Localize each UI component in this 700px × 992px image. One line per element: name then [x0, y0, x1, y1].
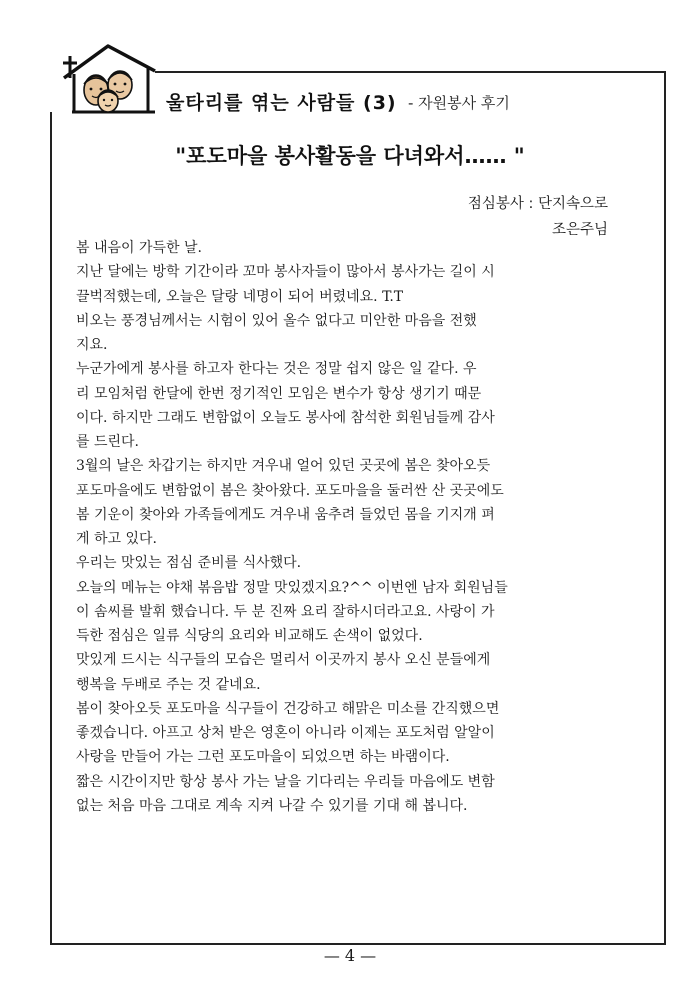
body-line: 누군가에게 봉사를 하고자 한다는 것은 정말 쉽지 않은 일 같다. 우 [76, 361, 477, 378]
body-line: 좋겠습니다. 아프고 상처 받은 영혼이 아니라 이제는 포도처럼 알알이 [76, 725, 495, 741]
body-line: 없는 처음 마음 그대로 계속 지켜 나갈 수 있기를 기대 해 봅니다. [76, 797, 468, 814]
body-line: 포도마을에도 변함없이 봄은 찾아왔다. 포도마을을 둘러싼 산 곳곳에도 [76, 482, 504, 499]
body-line: 행복을 두배로 주는 것 같네요. [76, 676, 261, 693]
frame-right-line [664, 71, 666, 943]
body-line: 끌벅적했는데, 오늘은 달랑 네명이 되어 버렸네요. T.T [76, 288, 404, 305]
frame-left-line [50, 112, 52, 943]
byline-role: 점심봉사 : 단지속으로 [467, 196, 608, 212]
body-line: 게 하고 있다. [76, 531, 157, 547]
frame-top-line [155, 71, 666, 73]
body-line: 를 드린다. [76, 434, 139, 450]
body-line: 오늘의 메뉴는 야채 볶음밥 정말 맛있겠지요?^^ 이번엔 남자 회원님들 [76, 579, 508, 596]
body-line: 짧은 시간이지만 항상 봉사 가는 날을 기다리는 우리들 마음에도 변함 [76, 773, 495, 790]
body-line: 비오는 풍경님께서는 시험이 있어 올수 없다고 미안한 마음을 전했 [76, 312, 477, 329]
body-line: 이 솜씨를 발휘 했습니다. 두 분 진짜 요리 잘하시더라고요. 사랑이 가 [76, 603, 495, 620]
series-subtitle: - 자원봉사 후기 [408, 94, 510, 112]
series-title: 울타리를 엮는 사람들 (3) [166, 92, 397, 114]
body-line: 우리는 맛있는 점심 준비를 식사했다. [76, 555, 302, 572]
body-line: 3월의 날은 차갑기는 하지만 겨우내 얼어 있던 곳곳에 봄은 찾아오듯 [76, 458, 491, 475]
body-line: 이다. 하지만 그래도 변함없이 오늘도 봉사에 참석한 회원님들께 감사 [76, 409, 495, 426]
body-line: 봄 기운이 찾아와 가족들에게도 겨우내 움추려 들었던 몸을 기지개 펴 [76, 506, 495, 523]
body-line: 맛있게 드시는 식구들의 모습은 멀리서 이곳까지 봉사 오신 분들에게 [76, 652, 491, 669]
page-number: — 4 — [323, 946, 377, 965]
frame-bottom-line [50, 943, 666, 945]
article-headline: "포도마을 봉사활동을 다녀와서…… " [175, 144, 525, 168]
byline-author: 조은주님 [551, 222, 608, 238]
body-line: 봄 내음이 가득한 날. [76, 240, 202, 256]
body-line: 득한 점심은 일류 식당의 요리와 비교해도 손색이 없었다. [76, 628, 423, 644]
body-line: 지난 달에는 방학 기간이라 꼬마 봉사자들이 많아서 봉사가는 길이 시 [76, 264, 495, 281]
body-line: 봄이 찾아오듯 포도마을 식구들이 건강하고 해맑은 미소를 간직했으면 [76, 700, 500, 717]
house-family-logo-icon [56, 38, 160, 118]
body-line: 사랑을 만들어 가는 그런 포도마을이 되었으면 하는 바램이다. [76, 749, 450, 766]
body-line: 지요. [76, 337, 108, 353]
article-body [76, 236, 611, 818]
body-line: 리 모임처럼 한달에 한번 정기적인 모임은 변수가 항상 생기기 때문 [76, 385, 482, 402]
